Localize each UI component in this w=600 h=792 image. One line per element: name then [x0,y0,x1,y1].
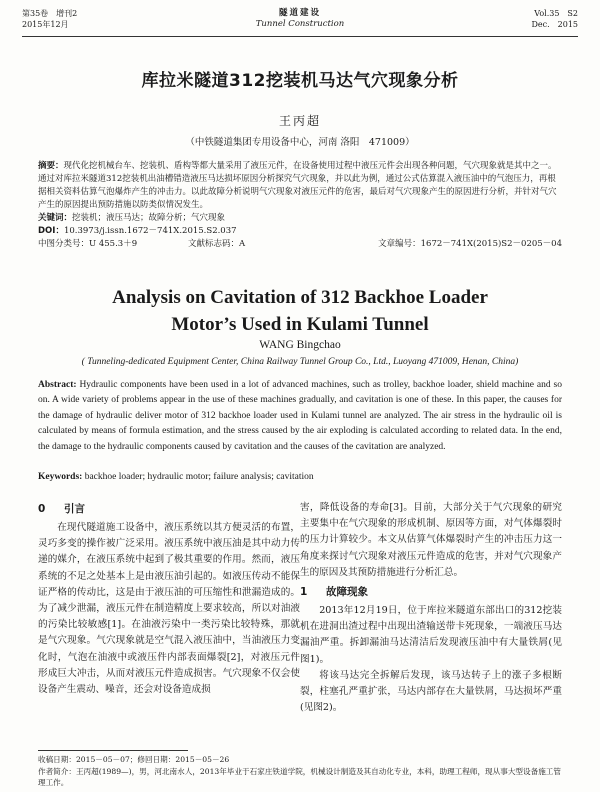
section-0-number: 0 [38,503,46,515]
abstract-en-label: Abstract: [38,380,77,390]
body-column-left [38,500,300,698]
doi-label: DOI： [38,226,64,236]
section-1-paragraph-1: 2013年12月19日，位于库拉米隧道东部出口的312挖装机在进洞出渣过程中出现出渣输送带卡死现象，一端液压马达漏油严重。拆卸漏油马达清洁后发现液压油中有大量铁屑(见图1)。 [300,605,562,665]
header-journal [22,8,578,30]
header-date-en: Dec. 2015 [531,20,578,29]
abstract-cn-label: 摘要： [38,161,64,171]
affiliation-cn: （中铁隧道集团专用设备中心，河南 洛阳 471009） [185,137,415,148]
footnote-author-bio: 作者简介：王丙超(1989—)，男，河北南水人，2013年毕业于石家庄铁道学院，机械设计制造及其自动化专业，本科，助理工程师，现从事大型设备施工管理工作。 [38,767,561,787]
abstract-cn [38,160,562,212]
journal-name-cn: 隧道建设 [278,8,321,18]
keywords-cn [38,212,562,225]
keywords-cn-text: 挖装机；液压马达；故障分析；气穴现象 [72,213,226,223]
title-en-line1: Analysis on Cavitation of 312 Backhoe Loader [112,287,488,308]
clc-number: 中图分类号：U 455.3＋9 [38,239,138,249]
section-0-paragraph-continued: 害，降低设备的寿命[3]。目前，大部分关于气穴现象的研究主要集中在气穴现象的形成机制、原因等方面，对气体爆裂时的压力计算较少。本文从估算气体爆裂时产生的冲击压力这一角度来探讨气穴现象对液压元件造成的危害，并对气穴现象产生的原因及其预防措施进行分析汇总。 [300,502,562,578]
author-name-cn: 王丙超 [278,114,321,128]
paper-title-en [0,284,600,338]
header-volume-cn: 第35卷 增刊2 [22,9,78,18]
section-0-heading [38,500,300,518]
doi-line [38,225,562,238]
journal-name-en: Tunnel Construction [255,19,345,29]
header-divider [22,36,578,37]
abstract-en-text: Hydraulic components have been used in a lot of advanced machines, such as trolley, backhoe loader, shield machine and so on. A wide variety of problems appear in the use of these machines gradually, and cavitation is one of these. In this paper, the causes for the damage of hydraulic deliver motor of 312 backhoe loader used in Kulami tunnel are analyzed. The air stress in the hydraulic oil is calculated by means of formula estimation, and the stress caused by the air exploding is calculated according to related data. In the end, the damage to the hydraulic components caused by cavitation and the causes of the cavitation are analyzed. [38,380,563,452]
section-1-paragraph-2: 将该马达完全拆解后发现，该马达转子上的涨子多根断裂，柱塞孔严重扩张，马达内部存在大量铁屑，马达损坏严重(见图2)。 [300,669,562,714]
section-0-paragraph: 在现代隧道施工设备中，液压系统以其方便灵活的布置，灵巧多变的操作被广泛采用。液压系统中液压油是其中动力传递的媒介，在液压系统中起到了极其重要的作用。然而，液压系统的不足之处基本上是由液压油引起的。如液压传动不能保证严格的传动比，这是由于液压油的可压缩性和泄漏造成的。为了减少泄漏，液压元件在制造精度上要求较高，所以对油液的污染比较敏感[1]。在油液污染中一类污染比较特殊，那就是气穴现象。气穴现象就是空气混入液压油中，当油液压力变化时，气泡在油液中或液压件内部表面爆裂[2]，对液压元件形成巨大冲击，从而对液压元件造成损害。气穴现象不仅会使设备产生震动、噪音，还会对设备造成损 [38,522,300,696]
body-column-right [300,500,562,716]
paper-title-cn: 库拉米隧道312挖装机马达气穴现象分析 [141,71,459,91]
header-volume-en: Vol.35 S2 [534,9,578,18]
abstract-en [38,378,562,455]
keywords-cn-label: 关键词： [38,213,73,223]
author-name-en: WANG Bingchao [259,339,341,351]
affiliation-en: ( Tunneling-dedicated Equipment Center, China Railway Tunnel Group Co., Ltd., Luoyang 471009, Henan, China) [81,357,519,367]
article-number: 文章编号：1672－741X(2015)S2－0205－04 [378,239,562,249]
doi-value: 10.3973/j.issn.1672－741X.2015.S2.037 [63,226,237,236]
keywords-en [38,472,562,482]
section-1-title: 故障现象 [326,586,368,599]
keywords-en-label: Keywords: [38,472,83,482]
footnote-divider [38,750,188,751]
abstract-cn-text: 现代化挖机械台车、挖装机、盾构等都大量采用了液压元件，在设备使用过程中液压元件会出现各种问题，气穴现象就是其中之一。通过对库拉米隧道312挖装机出油槽错造液压马达损坏原因分析探究气穴现象，并以此为例，通过公式估算混入液压油中的气泡压力，再根据相关资料估算气泡爆炸产生的冲击力。以此故障分析说明气穴现象对液压元件的危害，最后对气穴现象产生的原因进行分析，并针对气穴产生的原因提出预防措施以防类似情况发生。 [38,161,557,210]
section-1-number: 1 [300,586,308,599]
footnote-dates: 收稿日期：2015－05－07；修回日期：2015－05－26 [38,755,230,764]
title-en-line2: Motor’s Used in Kulami Tunnel [171,314,429,335]
keywords-en-text: backhoe loader; hydraulic motor; failure analysis; cavitation [84,472,314,482]
document-code: 文献标志码：A [188,239,246,249]
section-0-title: 引言 [64,503,85,515]
header-date-cn: 2015年12月 [22,20,69,29]
section-1-heading [300,583,562,601]
header-right [531,8,578,30]
running-header [22,8,578,36]
